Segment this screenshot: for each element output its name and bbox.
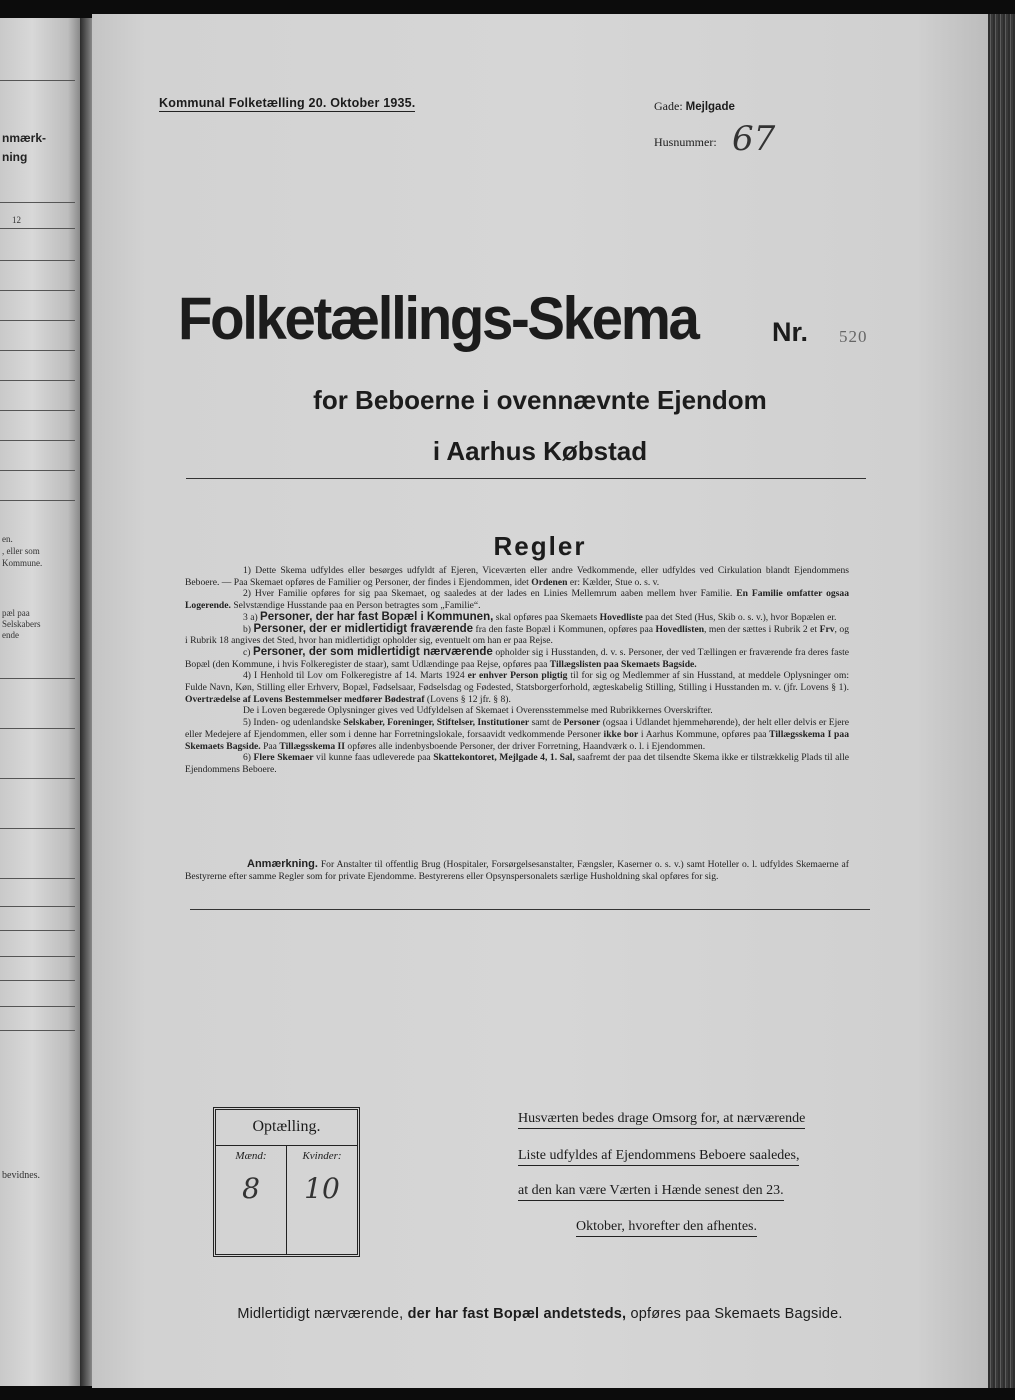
left-page-text: Selskabers bbox=[2, 619, 41, 629]
street-field bbox=[654, 99, 735, 114]
women-count: 10 bbox=[304, 1172, 340, 1205]
women-label: Kvinder: bbox=[302, 1150, 342, 1162]
count-box-title: Optælling. bbox=[216, 1110, 357, 1146]
rules-heading: Regler bbox=[493, 531, 587, 561]
form-municipality: i Aarhus Købstad bbox=[432, 436, 648, 466]
street-value: Mejlgade bbox=[685, 101, 735, 113]
landlord-note-line-1: Husværten bedes drage Omsorg for, at nærværende bbox=[518, 1111, 805, 1129]
landlord-note-line-2: Liste udfyldes af Ejendommens Beboere saaledes, bbox=[518, 1148, 799, 1166]
house-number-field bbox=[654, 135, 717, 150]
rule-3b: b) Personer, der er midlertidigt fraværende fra den faste Bopæl i Kommunen, opføres paa Hovedlisten, men der sættes i Rubrik 2 et Frv, og i Rubrik 18 angives det Sted, hvor han midlertidigt opholder sig, eventuelt om han er paa Rejse. bbox=[185, 622, 849, 647]
form-number-stamp: 520 bbox=[839, 327, 868, 346]
rule-4: 4) I Henhold til Lov om Folkeregistre af 14. Marts 1924 er enhver Person pligtig til for sig og Medlemmer af sin Husstand, at meddele Oplysninger om: Fulde Navn, Køn, Stilling eller Erhverv, Bopæl, Fødselsaar, Fødselsdag og Fødested, Statsborgerforhold, ægteskabelig Stilling, Stilling i Husstanden m. v. (jfr. Lovens § 1). Overtrædelse af Lovens Bestemmelser medfører Bødestraf (Lovens § 12 jfr. § 8). bbox=[185, 670, 849, 705]
page-edges bbox=[988, 14, 1015, 1388]
men-count: 8 bbox=[242, 1172, 260, 1205]
census-form-page bbox=[92, 14, 988, 1388]
remark-label: Anmærkning. bbox=[247, 858, 318, 870]
census-header-title: Kommunal Folketælling 20. Oktober 1935. bbox=[159, 96, 416, 110]
landlord-note-line-3: at den kan være Værten i Hænde senest den 23. bbox=[518, 1183, 784, 1201]
rule-4-note: De i Loven begærede Oplysninger gives ved Udfyldelsen af Skemaet i Overensstemmelse med Rubrikkernes Overskrifter. bbox=[243, 705, 713, 717]
divider-bottom bbox=[190, 909, 870, 910]
men-label: Mænd: bbox=[235, 1150, 267, 1162]
rule-3c: c) Personer, der som midlertidigt nærværende opholder sig i Husstanden, d. v. s. Personer, der ved Tællingen er fraværende fra deres faste Bopæl (den Kommune, i hvis Folkeregister de staar), samt Udlændinge paa Rejse, opføres paa Tillægslisten paa Skemaets Bagside. bbox=[185, 645, 849, 670]
rule-5: 5) Inden- og udenlandske Selskaber, Foreninger, Stiftelser, Institutioner samt de Personer (ogsaa i Udlandet hjemmehørende), der helt eller delvis er Ejere eller Medejere af Ejendommen, eller som i denne har Forretningslokale, forsaavidt vedkommende Personer ikke bor i Aarhus Kommune, opføres paa Tillægsskema I paa Skemaets Bagside. Paa Tillægsskema II opføres alle indenbysboende Personer, der driver Forretning, Haandværk o. l. i Ejendommen. bbox=[185, 717, 849, 752]
left-page-text: Kommune. bbox=[2, 558, 43, 568]
left-page-text: en. bbox=[2, 534, 13, 544]
form-subtitle: for Beboerne i ovennævnte Ejendom bbox=[313, 385, 767, 415]
form-number-label: Nr. bbox=[772, 317, 809, 347]
street-label: Gade: bbox=[654, 99, 683, 113]
rule-1: 1) Dette Skema udfyldes eller besørges udfyldt af Ejeren, Viceværten eller andre Vedkommende, eller udfyldes ved Cirkulation blandt Ejendommens Beboere. — Paa Skemaet opføres de Familier og Personer, der findes i Ejendommen, idet Ordenen er: Kælder, Stue o. s. v. bbox=[185, 565, 849, 588]
men-column bbox=[216, 1145, 287, 1254]
divider-top bbox=[186, 478, 866, 479]
footer-note: Midlertidigt nærværende, der har fast Bopæl andetsteds, opføres paa Skemaets Bagside. bbox=[237, 1306, 843, 1322]
form-title: Folketællings-Skema bbox=[178, 285, 698, 352]
rule-2: 2) Hver Familie opføres for sig paa Skemaet, og saaledes at der lades en Linies Mellemrum aaben mellem hver Familie. En Familie omfatter ogsaa Logerende. Selvstændige Husstande paa en Person betragtes som „Familie“. bbox=[185, 588, 849, 612]
rule-3a: 3 a) Personer, der har fast Bopæl i Kommunen, skal opføres paa Skemaets Hovedliste paa det Sted (Hus, Skib o. s. v.), hvor Bopælen er. bbox=[243, 610, 837, 623]
landlord-note-line-4: Oktober, hvorefter den afhentes. bbox=[576, 1219, 757, 1237]
house-number-handwritten: 67 bbox=[732, 119, 776, 159]
left-page-text: , eller som bbox=[2, 546, 40, 556]
left-page-text: ende bbox=[2, 630, 19, 640]
rule-6: 6) Flere Skemaer vil kunne faas udleverede paa Skattekontoret, Mejlgade 4, 1. Sal, saafremt der paa det tilsendte Skema ikke er tilstrækkelig Plads til alle Ejendommens Beboere. bbox=[185, 752, 849, 775]
rules-text bbox=[185, 565, 849, 776]
remark-text bbox=[185, 859, 849, 882]
left-page-column-number: 12 bbox=[12, 215, 21, 225]
remark-body: For Anstalter til offentlig Brug (Hospitaler, Forsørgelsesanstalter, Fængsler, Kaserner o. s. v.) samt Hoteller o. l. udfyldes Skemaerne af Bestyrerne efter samme Regler som for private Ejendomme. Bestyrerens eller Opsynspersonalets særlige Husholdning skal opføres for sig. bbox=[185, 859, 849, 882]
previous-page-strip bbox=[0, 18, 80, 1386]
house-number-label: Husnummer: bbox=[654, 135, 717, 149]
left-page-text: bevidnes. bbox=[2, 1170, 41, 1181]
women-column bbox=[287, 1145, 357, 1254]
count-box bbox=[213, 1107, 360, 1257]
left-page-text: pæl paa bbox=[2, 608, 30, 618]
left-page-header-1: nmærk- bbox=[2, 131, 47, 145]
left-page-header-2: ning bbox=[2, 150, 28, 164]
